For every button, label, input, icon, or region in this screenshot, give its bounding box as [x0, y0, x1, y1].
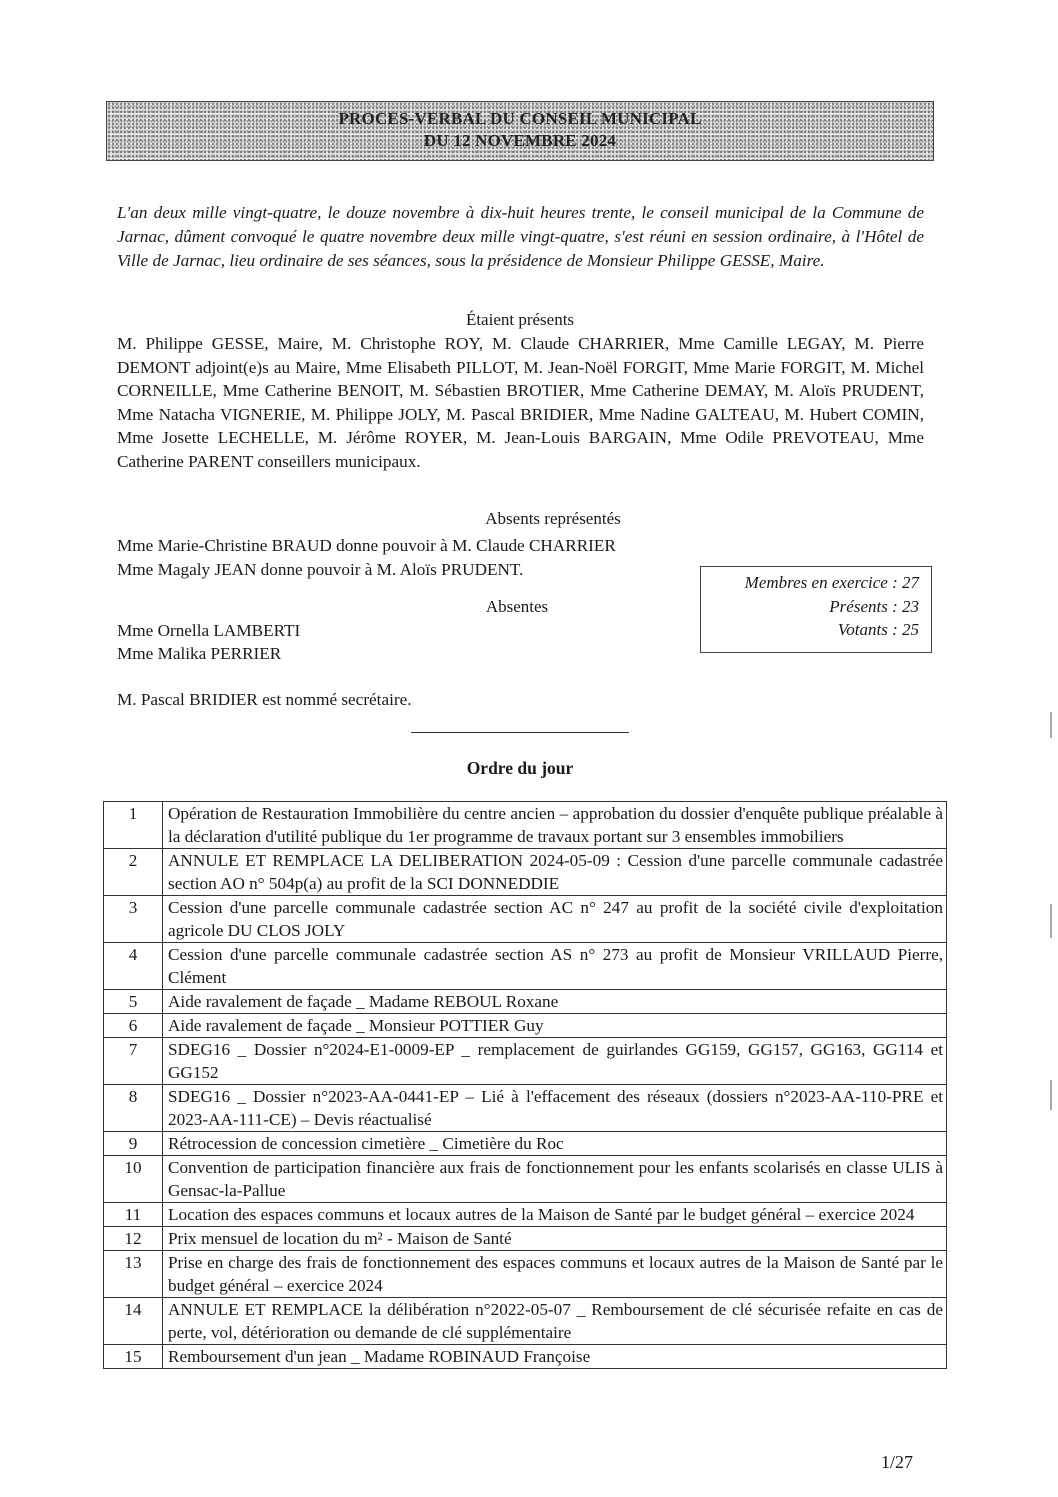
agenda-item-text: Location des espaces communs et locaux autres de la Maison de Santé par le budget général – exercice 2024	[163, 1203, 947, 1227]
agenda-item-number: 12	[104, 1227, 163, 1251]
table-row	[104, 1085, 947, 1132]
agenda-item-number: 1	[104, 802, 163, 849]
agenda-item-text: Aide ravalement de façade _ Madame REBOUL Roxane	[163, 990, 947, 1014]
agenda-item-number: 10	[104, 1156, 163, 1203]
ordre-du-jour-heading: Ordre du jour	[466, 758, 574, 778]
agenda-item-text: Aide ravalement de façade _ Monsieur POTTIER Guy	[163, 1014, 947, 1038]
table-row	[104, 1156, 947, 1203]
intro-paragraph: L'an deux mille vingt-quatre, le douze novembre à dix-huit heures trente, le conseil municipal de la Commune de Jarnac, dûment convoqué le quatre novembre deux mille vingt-quatre, s'est réuni en session ordinaire, à l'Hôtel de Ville de Jarnac, lieu ordinaire de ses séances, sous la présidence de Monsieur Philippe GESSE, Maire.	[117, 203, 924, 270]
table-row	[104, 1038, 947, 1085]
votants-count: Votants : 25	[837, 620, 919, 639]
agenda-item-number: 14	[104, 1298, 163, 1345]
agenda-item-text: Cession d'une parcelle communale cadastrée section AC n° 247 au profit de la société civile d'exploitation agricole DU CLOS JOLY	[163, 896, 947, 943]
table-row	[104, 1251, 947, 1298]
agenda-item-number: 4	[104, 943, 163, 990]
table-row	[104, 990, 947, 1014]
table-row	[104, 1132, 947, 1156]
agenda-item-text: SDEG16 _ Dossier n°2024-E1-0009-EP _ remplacement de guirlandes GG159, GG157, GG163, GG114 et GG152	[163, 1038, 947, 1085]
agenda-item-number: 5	[104, 990, 163, 1014]
agenda-item-number: 8	[104, 1085, 163, 1132]
title-banner	[106, 101, 934, 161]
agenda-item-text: Remboursement d'un jean _ Madame ROBINAUD Françoise	[163, 1345, 947, 1369]
agenda-item-number: 3	[104, 896, 163, 943]
table-row	[104, 1227, 947, 1251]
table-row	[104, 1014, 947, 1038]
page-number: 1/27	[881, 1452, 914, 1472]
agenda-item-number: 6	[104, 1014, 163, 1038]
table-row	[104, 849, 947, 896]
agenda-item-number: 13	[104, 1251, 163, 1298]
presents-list: M. Philippe GESSE, Maire, M. Christophe ROY, M. Claude CHARRIER, Mme Camille LEGAY, M. Pierre DEMONT adjoint(e)s au Maire, Mme Elisabeth PILLOT, M. Jean-Noël FORGIT, Mme Marie FORGIT, M. Michel CORNEILLE, Mme Catherine BENOIT, M. Sébastien BROTIER, Mme Catherine DEMAY, M. Aloïs PRUDENT, Mme Natacha VIGNERIE, M. Philippe JOLY, M. Pascal BRIDIER, Mme Nadine GALTEAU, M. Hubert COMIN, Mme Josette LECHELLE, M. Jérôme ROYER, M. Jean-Louis BARGAIN, Mme Odile PREVOTEAU, Mme Catherine PARENT conseillers municipaux.	[117, 334, 924, 471]
proxy-line-2: Mme Magaly JEAN donne pouvoir à M. Aloïs PRUDENT.	[117, 560, 524, 579]
table-row	[104, 943, 947, 990]
membres-en-exercice: Membres en exercice : 27	[744, 573, 919, 592]
agenda-item-number: 2	[104, 849, 163, 896]
presents-count: Présents : 23	[829, 596, 919, 616]
document-title-line-2: DU 12 NOVEMBRE 2024	[423, 131, 617, 150]
table-row	[104, 896, 947, 943]
agenda-item-text: Opération de Restauration Immobilière du centre ancien – approbation du dossier d'enquête publique préalable à la déclaration d'utilité publique du 1er programme de travaux portant sur 3 ensembles immobiliers	[163, 802, 947, 849]
table-row	[104, 802, 947, 849]
agenda-item-text: ANNULE ET REMPLACE la délibération n°2022-05-07 _ Remboursement de clé sécurisée refaite en cas de perte, vol, détérioration ou demande de clé supplémentaire	[163, 1298, 947, 1345]
agenda-item-text: Convention de participation financière aux frais de fonctionnement pour les enfants scolarisés en classe ULIS à Gensac-la-Pallue	[163, 1156, 947, 1203]
scan-edge-mark	[1050, 712, 1052, 738]
agenda-item-text: Rétrocession de concession cimetière _ Cimetière du Roc	[163, 1132, 947, 1156]
document-title-line-1: PROCES-VERBAL DU CONSEIL MUNICIPAL	[338, 109, 702, 128]
agenda-item-number: 11	[104, 1203, 163, 1227]
absente-line-1: Mme Ornella LAMBERTI	[117, 621, 301, 640]
scan-edge-mark	[1050, 904, 1052, 938]
agenda-item-text: SDEG16 _ Dossier n°2023-AA-0441-EP – Lié à l'effacement des réseaux (dossiers n°2023-AA-110-PRE et 2023-AA-111-CE) – Devis réactualisé	[163, 1085, 947, 1132]
absente-line-2: Mme Malika PERRIER	[117, 644, 282, 663]
agenda-item-number: 15	[104, 1345, 163, 1369]
table-row	[104, 1203, 947, 1227]
agenda-item-text: ANNULE ET REMPLACE LA DELIBERATION 2024-05-09 : Cession d'une parcelle communale cadastrée section AO n° 504p(a) au profit de la SCI DONNEDDIE	[163, 849, 947, 896]
agenda-table	[103, 801, 947, 1369]
absentes-heading: Absentes	[485, 597, 549, 616]
absents-representes-heading: Absents représentés	[485, 509, 621, 528]
agenda-item-text: Prix mensuel de location du m² - Maison de Santé	[163, 1227, 947, 1251]
agenda-item-text: Prise en charge des frais de fonctionnement des espaces communs et locaux autres de la Maison de Santé par le budget général – exercice 2024	[163, 1251, 947, 1298]
table-row	[104, 1298, 947, 1345]
presents-heading: Étaient présents	[465, 310, 575, 329]
table-row	[104, 1345, 947, 1369]
agenda-item-text: Cession d'une parcelle communale cadastrée section AS n° 273 au profit de Monsieur VRILLAUD Pierre, Clément	[163, 943, 947, 990]
separator-line	[411, 732, 629, 733]
secretaire-line: M. Pascal BRIDIER est nommé secrétaire.	[117, 690, 412, 709]
agenda-item-number: 9	[104, 1132, 163, 1156]
scan-edge-mark	[1050, 1080, 1052, 1110]
agenda-item-number: 7	[104, 1038, 163, 1085]
proxy-line-1: Mme Marie-Christine BRAUD donne pouvoir à M. Claude CHARRIER	[117, 536, 616, 555]
